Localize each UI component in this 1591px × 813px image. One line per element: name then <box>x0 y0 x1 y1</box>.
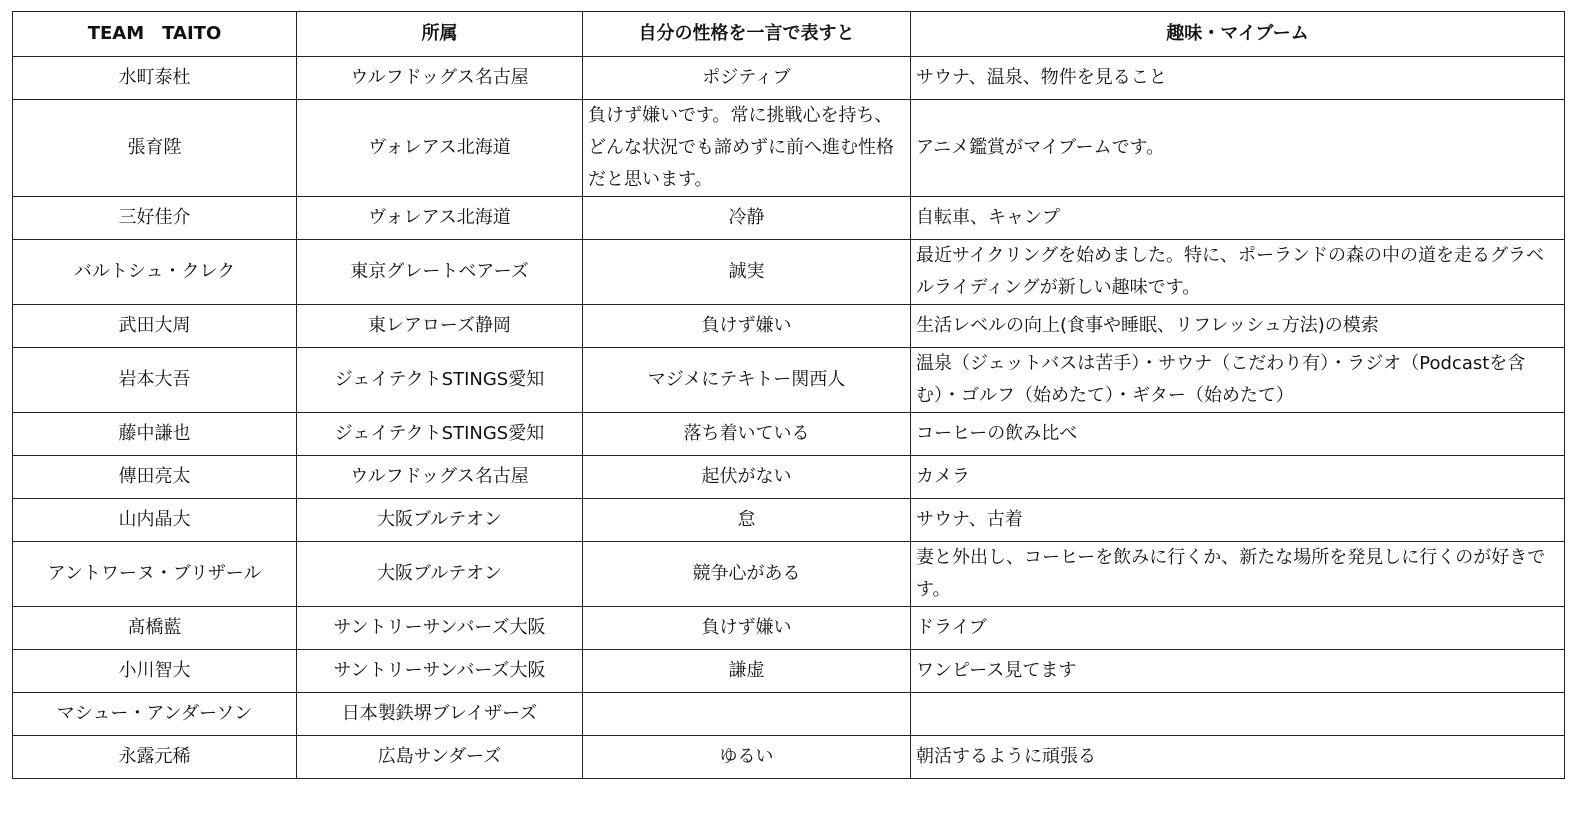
table-row <box>13 305 1565 348</box>
player-hobby-text: 最近サイクリングを始めました。特に、ポーランドの森の中の道を走るグラベルライディングが新しい趣味です。 <box>916 245 1545 298</box>
player-team: ヴォレアス北海道 <box>297 197 583 240</box>
player-trait <box>583 693 911 736</box>
player-name: 三好佳介 <box>13 197 297 240</box>
table-row <box>13 57 1565 100</box>
player-hobby: コーヒーの飲み比べ <box>911 413 1565 456</box>
roster-table <box>12 11 1565 779</box>
player-hobby: 生活レベルの向上(食事や睡眠、リフレッシュ方法)の模索 <box>911 305 1565 348</box>
player-name: 髙橋藍 <box>13 607 297 650</box>
table-row <box>13 413 1565 456</box>
player-team: ウルフドッグス名古屋 <box>297 57 583 100</box>
player-team: 大阪ブルテオン <box>297 499 583 542</box>
player-team: 大阪ブルテオン <box>297 542 583 607</box>
player-trait: マジメにテキトー関西人 <box>583 348 911 413</box>
player-trait: 怠 <box>583 499 911 542</box>
player-team: ジェイテクトSTINGS愛知 <box>297 348 583 413</box>
player-hobby <box>911 542 1565 607</box>
table-row <box>13 197 1565 240</box>
player-team: サントリーサンバーズ大阪 <box>297 650 583 693</box>
player-name: 武田大周 <box>13 305 297 348</box>
player-hobby: サウナ、古着 <box>911 499 1565 542</box>
player-trait: 謙虚 <box>583 650 911 693</box>
table-row <box>13 100 1565 197</box>
table-row <box>13 240 1565 305</box>
player-name: 岩本大吾 <box>13 348 297 413</box>
player-name: 藤中謙也 <box>13 413 297 456</box>
player-hobby <box>911 240 1565 305</box>
table-row <box>13 499 1565 542</box>
player-team: 日本製鉄堺ブレイザーズ <box>297 693 583 736</box>
player-trait: 競争心がある <box>583 542 911 607</box>
player-name: アントワーヌ・ブリザール <box>13 542 297 607</box>
player-hobby: 自転車、キャンプ <box>911 197 1565 240</box>
player-hobby-text: 温泉（ジェットバスは苦手）・サウナ（こだわり有）・ラジオ（Podcastを含む）・ゴルフ（始めたて）・ギター（始めたて） <box>916 353 1526 406</box>
player-name: 小川智大 <box>13 650 297 693</box>
table-row <box>13 348 1565 413</box>
player-team: ウルフドッグス名古屋 <box>297 456 583 499</box>
player-name: バルトシュ・クレク <box>13 240 297 305</box>
player-hobby: ドライブ <box>911 607 1565 650</box>
header-team-taito: TEAM TAITO <box>13 12 297 57</box>
player-team: ヴォレアス北海道 <box>297 100 583 197</box>
player-hobby: カメラ <box>911 456 1565 499</box>
player-hobby <box>911 348 1565 413</box>
player-trait: 落ち着いている <box>583 413 911 456</box>
player-team: 広島サンダーズ <box>297 736 583 779</box>
table-row <box>13 736 1565 779</box>
player-team: 東京グレートベアーズ <box>297 240 583 305</box>
player-trait: 負けず嫌い <box>583 607 911 650</box>
header-row <box>13 12 1565 57</box>
table-row <box>13 456 1565 499</box>
player-name: 永露元稀 <box>13 736 297 779</box>
player-name: 水町泰杜 <box>13 57 297 100</box>
player-trait: ゆるい <box>583 736 911 779</box>
player-trait <box>583 100 911 197</box>
player-trait: 起伏がない <box>583 456 911 499</box>
table-row <box>13 650 1565 693</box>
player-team: 東レアローズ静岡 <box>297 305 583 348</box>
player-trait: ポジティブ <box>583 57 911 100</box>
player-trait: 負けず嫌い <box>583 305 911 348</box>
player-name: 張育陞 <box>13 100 297 197</box>
player-name: 山内晶大 <box>13 499 297 542</box>
header-hobby: 趣味・マイブーム <box>911 12 1565 57</box>
header-affiliation: 所属 <box>297 12 583 57</box>
player-trait: 冷静 <box>583 197 911 240</box>
player-team: ジェイテクトSTINGS愛知 <box>297 413 583 456</box>
player-hobby <box>911 693 1565 736</box>
player-team: サントリーサンバーズ大阪 <box>297 607 583 650</box>
roster-sheet <box>12 11 1565 779</box>
player-trait-text: 負けず嫌いです。常に挑戦心を持ち、どんな状況でも諦めずに前へ進む性格だと思います。 <box>588 105 894 190</box>
player-hobby-text: 妻と外出し、コーヒーを飲みに行くか、新たな場所を発見しに行くのが好きです。 <box>916 547 1546 600</box>
player-trait: 誠実 <box>583 240 911 305</box>
header-personality: 自分の性格を一言で表すと <box>583 12 911 57</box>
table-row <box>13 607 1565 650</box>
player-hobby: サウナ、温泉、物件を見ること <box>911 57 1565 100</box>
player-name: 傳田亮太 <box>13 456 297 499</box>
player-name: マシュー・アンダーソン <box>13 693 297 736</box>
player-hobby: 朝活するように頑張る <box>911 736 1565 779</box>
table-row <box>13 542 1565 607</box>
table-row <box>13 693 1565 736</box>
player-hobby: ワンピース見てます <box>911 650 1565 693</box>
player-hobby: アニメ鑑賞がマイブームです。 <box>911 100 1565 197</box>
